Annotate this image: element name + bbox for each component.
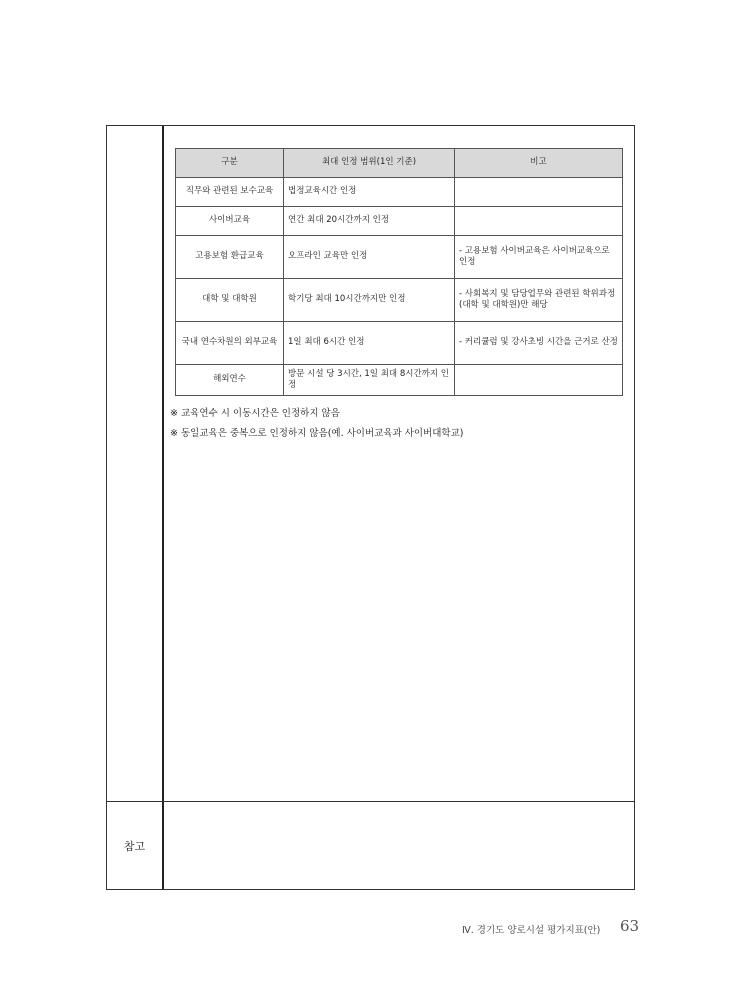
recognition-criteria-table — [175, 148, 623, 396]
footnote-travel-time: ※ 교육연수 시 이동시간은 인정하지 않음 — [170, 408, 340, 419]
cell-note: - 고용보험 사이버교육은 사이버교육으로 인정 — [455, 236, 623, 279]
cell-note — [455, 207, 623, 236]
table-row — [176, 178, 623, 207]
footer-section-title: Ⅳ. 경기도 양로시설 평가지표(안) — [462, 925, 601, 936]
table-row — [176, 365, 623, 396]
cell-note — [455, 178, 623, 207]
cell-range: 학기당 최대 10시간까지만 인정 — [284, 279, 455, 322]
table-row — [176, 322, 623, 365]
reference-label: 참고 — [123, 840, 146, 853]
table-row — [176, 207, 623, 236]
cell-category: 사이버교육 — [176, 207, 284, 236]
cell-range: 오프라인 교육만 인정 — [284, 236, 455, 279]
footnotes — [170, 404, 463, 444]
footnote-duplicate: ※ 동일교육은 중복으로 인정하지 않음(예. 사이버교육과 사이버대학교) — [170, 428, 464, 439]
cell-range: 법정교육시간 인정 — [284, 178, 455, 207]
cell-range: 연간 최대 20시간까지 인정 — [284, 207, 455, 236]
header-note: 비고 — [455, 149, 623, 178]
cell-range: 1일 최대 6시간 인정 — [284, 322, 455, 365]
header-category: 구분 — [176, 149, 284, 178]
cell-note: - 사회복지 및 담당업무와 관련된 학위과정(대학 및 대학원)만 해당 — [455, 279, 623, 322]
header-range: 최대 인정 범위(1인 기준) — [284, 149, 455, 178]
cell-category: 대학 및 대학원 — [176, 279, 284, 322]
cell-category: 직무와 관련된 보수교육 — [176, 178, 284, 207]
cell-category: 고용보험 환급교육 — [176, 236, 284, 279]
table-header-row — [176, 149, 623, 178]
column-divider — [162, 126, 164, 889]
table-row — [176, 236, 623, 279]
row-divider — [107, 801, 634, 802]
cell-category: 해외연수 — [176, 365, 284, 396]
cell-note: - 커리큘럼 및 강사초빙 시간을 근거로 산정 — [455, 322, 623, 365]
cell-category: 국내 연수차원의 외부교육 — [176, 322, 284, 365]
table-row — [176, 279, 623, 322]
cell-note — [455, 365, 623, 396]
page-number: 63 — [620, 917, 640, 935]
cell-range: 방문 시설 당 3시간, 1일 최대 8시간까지 인정 — [284, 365, 455, 396]
